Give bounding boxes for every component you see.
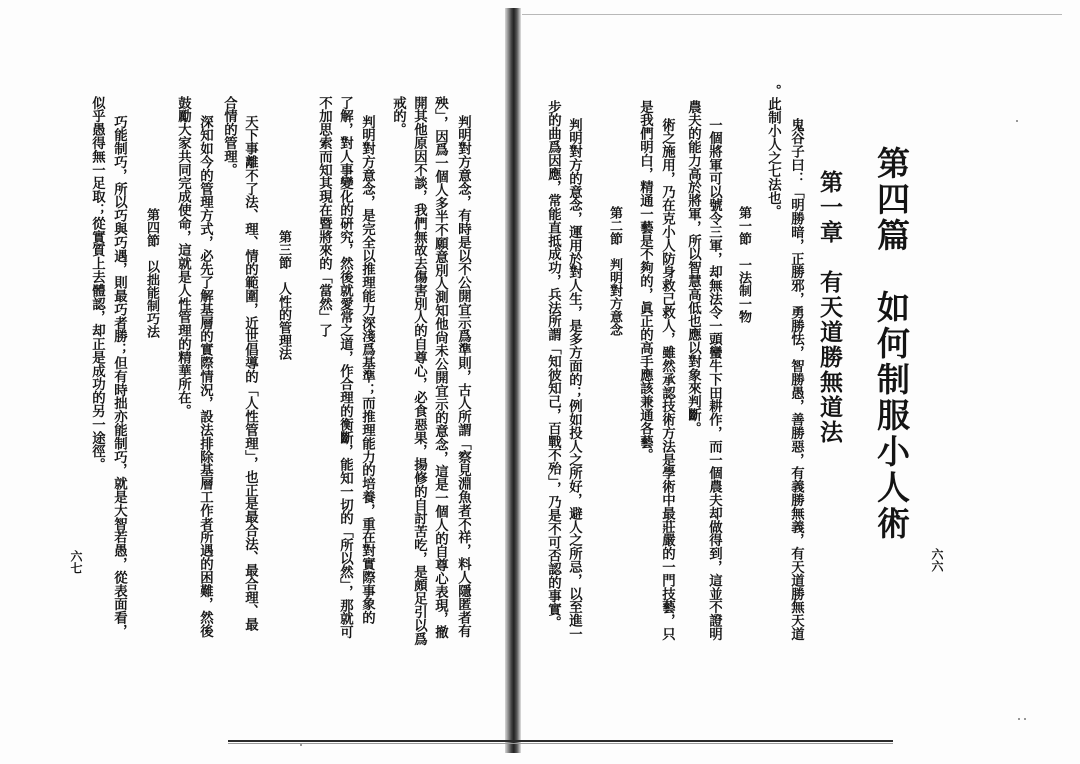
section-heading: 第三節 人性的管理法 xyxy=(276,230,291,360)
page-number: 六六 xyxy=(930,548,944,572)
body-line: 不加思索而知其現在暨將來的「當然」了 xyxy=(316,96,333,338)
opening-line: 鬼谷子曰：「明勝暗，正勝邪，勇勝怯，智勝愚，善勝惡，有義勝無義，有天道勝無天道 xyxy=(788,118,805,641)
part-title: 第四篇 如何制服小人術 xyxy=(872,146,911,542)
scan-speck xyxy=(1024,718,1026,720)
body-line: 了解，對人事變化的硏究，然後就愛常之道，作合理的衡斷，能知一切的「所以然」，那就可 xyxy=(337,96,354,639)
section-heading: 第四節 以拙能制巧法 xyxy=(144,208,159,338)
body-line: 鼓勵大家共同完成使命，這就是人性管理的精華所在。 xyxy=(175,96,192,418)
body-line: 戒的。 xyxy=(390,96,407,137)
page-number: 六七 xyxy=(69,550,83,574)
body-line: 判明對方的意念，運用於對人生，是多方面的；例如投人之所好，避人之所忌，以至進一 xyxy=(566,118,583,641)
scan-speck xyxy=(300,744,302,746)
section-heading: 第一節 一法制一物 xyxy=(736,206,751,323)
section-heading: 第二節 判明對方意念 xyxy=(607,206,622,336)
chapter-title: 第一章 有天道勝無道法 xyxy=(816,170,843,445)
body-line: 術之施用，乃在克小人防身救己救人，雖然承認技術方法是學術中最莊嚴的一門技藝，只 xyxy=(659,118,676,641)
body-line: 天下事離不了法、理、情的範圍，近世倡導的「人性管理」，也正是最合法、最合理、最 xyxy=(242,115,259,631)
body-line: 判明對方意念，有時是以不公開宜示爲準則，古人所謂「察見淵魚者不祥，料人隱匿者有 xyxy=(455,115,472,638)
body-line: 似乎愚得無一足取；從實質上去體認，却正是成功的另一途徑。 xyxy=(89,96,106,472)
body-line: 殃」，因爲一個人多半不願意別人測知他尙未公開宜示的意念，這是一個人的自尊心表現，撤 xyxy=(432,96,449,639)
opening-line: 。此制小人之七法也。 xyxy=(765,84,782,218)
body-line: 開其他原因不談，我們無故去傷害別人的自尊心，必食惡果，揚修的自討苦吃，是頗足引以爲 xyxy=(411,96,428,646)
body-line: 合情的管理。 xyxy=(221,96,238,177)
scan-speck xyxy=(1016,120,1018,122)
body-line: 步的曲爲因應，常能直抵成功，兵法所謂「知彼知己，百戰不殆」，乃是不可否認的事實。 xyxy=(545,100,562,630)
scan-speck xyxy=(1018,718,1020,720)
body-line: 深知如今的管理方式，必先了解基層的實際情況，設法排除基層工作者所遇的困難，然後 xyxy=(197,115,214,638)
body-line: 判明對方意念，是完全以推理能力深淺爲基準；而推理能力的培養，重在對實際事象的 xyxy=(359,115,376,625)
left-page xyxy=(0,0,515,764)
body-line: 巧能制巧，所以巧與巧遇，則最巧者勝；但有時拙亦能制巧，就是大智若愚，從表面看， xyxy=(111,115,128,638)
body-line: 是我們明白，精通一藝是不夠的，眞正的高手應該兼通各藝。 xyxy=(637,100,654,462)
right-page xyxy=(520,0,1080,764)
body-line: 農夫的能力高於將軍，所以智慧高低也應以對象來判斷。 xyxy=(685,100,702,435)
body-line: 一個將軍可以號令三軍，却無法令一頭蠻牛下田耕作，而一個農夫却做得到，這並不證明 xyxy=(706,118,723,641)
